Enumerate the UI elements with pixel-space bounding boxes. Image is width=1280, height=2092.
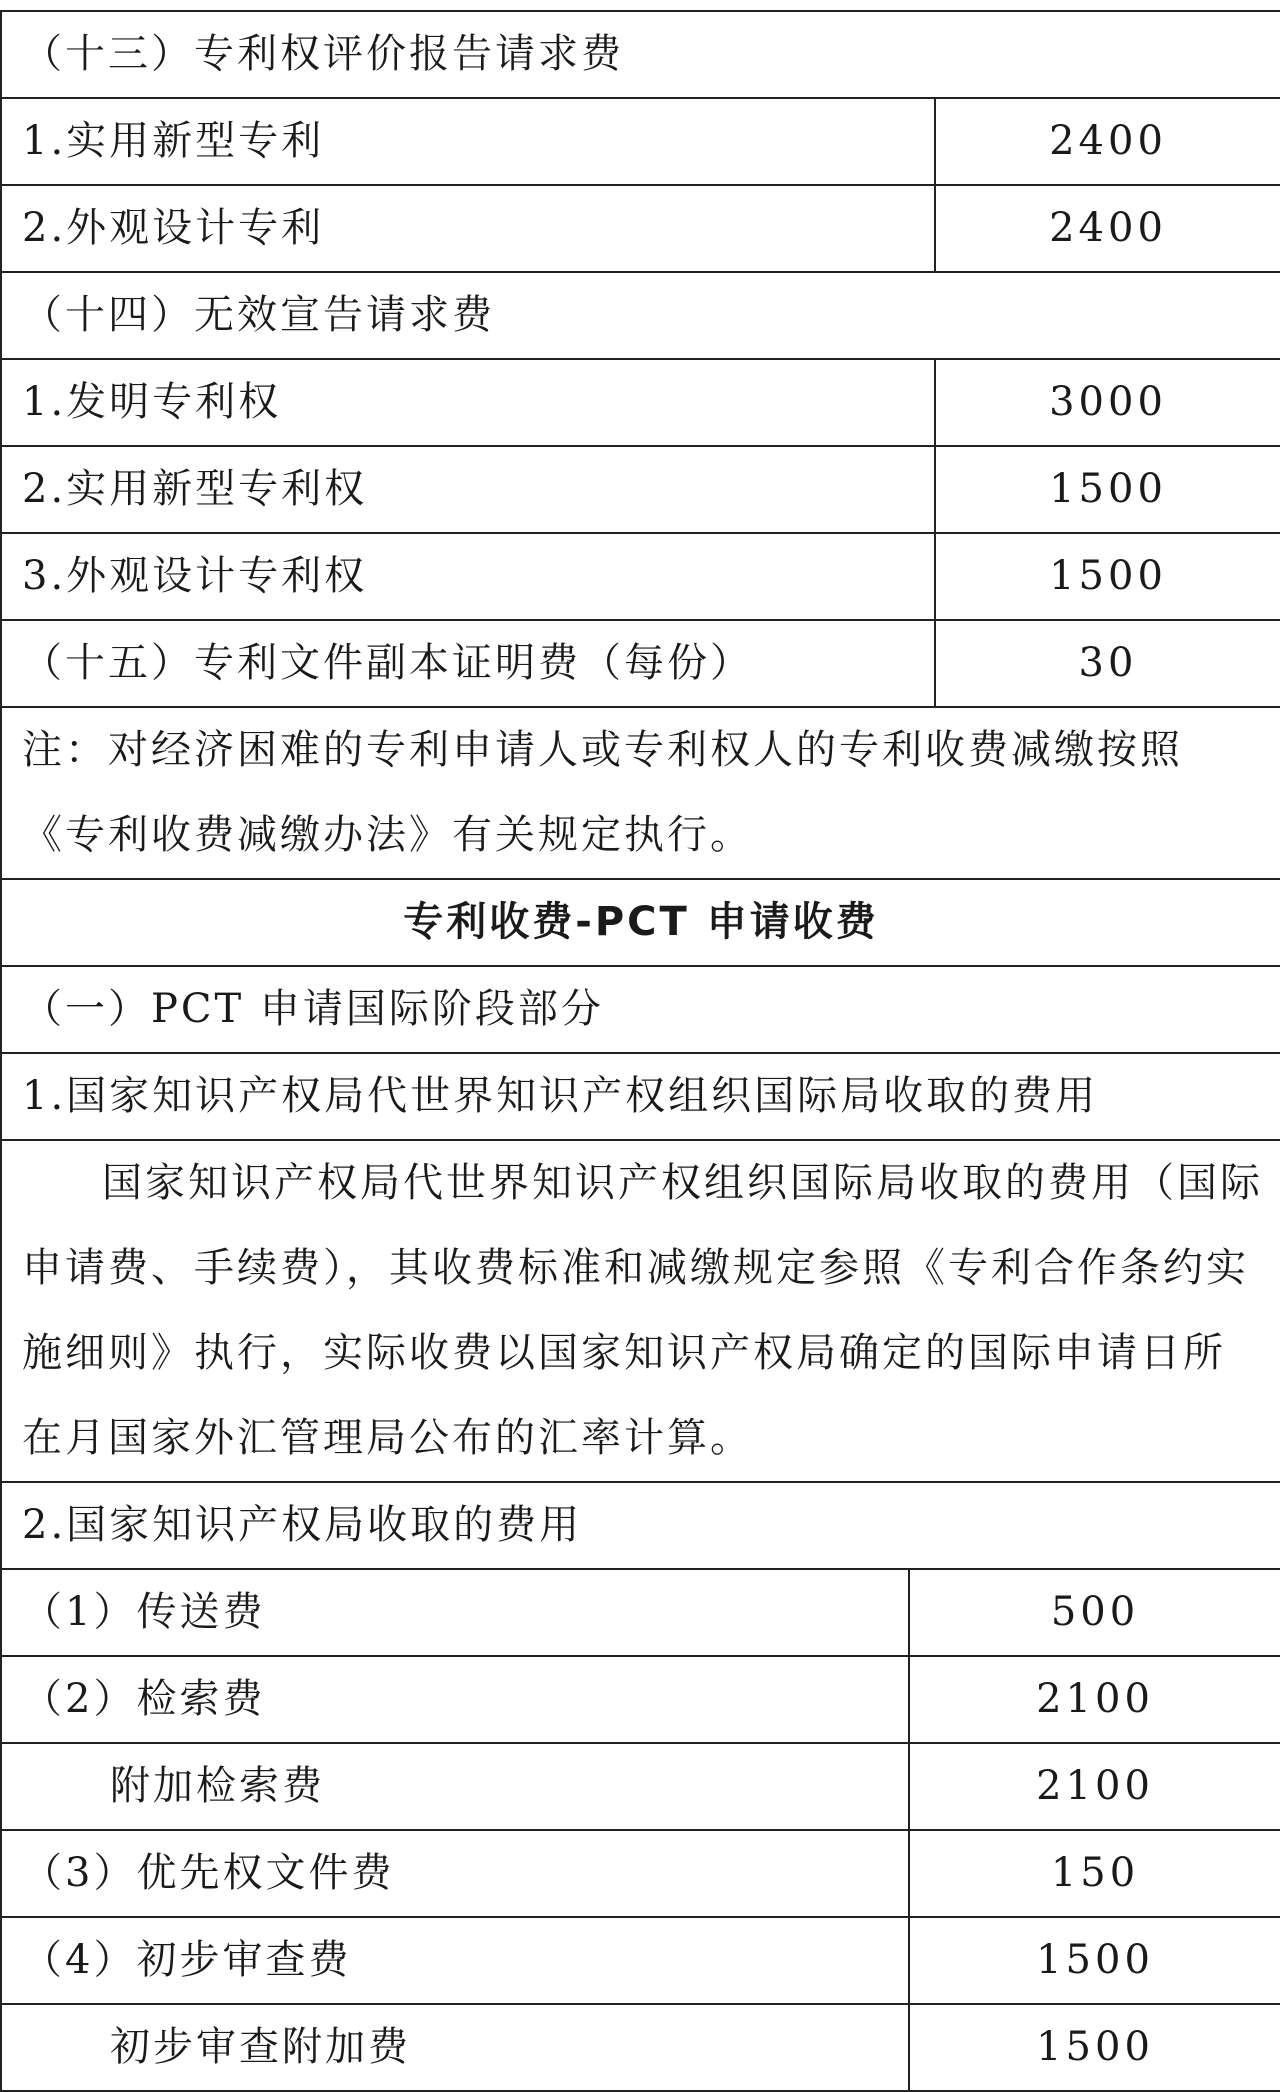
fee-label: 初步审查附加费 [1,2004,909,2091]
section14-title: （十四）无效宣告请求费 [1,272,1280,359]
pct-heading: 专利收费-PCT 申请收费 [1,879,1280,966]
fee-value: 2400 [935,185,1280,272]
note-text: 注：对经济困难的专利申请人或专利权人的专利收费减缴按照《专利收费减缴办法》有关规定执行。 [1,707,1280,879]
fee-label: 3.外观设计专利权 [1,533,935,620]
paragraph-row [1,1140,1280,1482]
table-row [1,2004,1280,2091]
section13-title: （十三）专利权评价报告请求费 [1,11,1280,98]
paragraph-text: 国家知识产权局代世界知识产权组织国际局收取的费用（国际申请费、手续费），其收费标准和减缴规定参照《专利合作条约实施细则》执行，实际收费以国家知识产权局确定的国际申请日所在月国家外汇管理局公布的汇率计算。 [22,1160,1263,1461]
fee-label: （4）初步审查费 [1,1917,909,2004]
fee-label: 2.实用新型专利权 [1,446,935,533]
section-header-row [1,11,1280,98]
pct-item2-title: 2.国家知识产权局收取的费用 [1,1482,1280,1569]
fee-label: （十五）专利文件副本证明费（每份） [1,620,935,707]
pct-item1-title: 1.国家知识产权局代世界知识产权组织国际局收取的费用 [1,1053,1280,1140]
table-row [1,359,1280,446]
fee-value: 1500 [909,2004,1280,2091]
note-row [1,707,1280,879]
fee-value: 3000 [935,359,1280,446]
fee-label: 1.实用新型专利 [1,98,935,185]
fee-value: 30 [935,620,1280,707]
table-row [1,98,1280,185]
fee-value: 2100 [909,1743,1280,1830]
fee-table [0,10,1280,2092]
fee-value: 1500 [909,1917,1280,2004]
fee-label: 1.发明专利权 [1,359,935,446]
fee-label: （1）传送费 [1,1569,909,1656]
section-header-row [1,1053,1280,1140]
fee-value: 1500 [935,533,1280,620]
table-row [1,1656,1280,1743]
fee-value: 2100 [909,1656,1280,1743]
fee-label: 附加检索费 [1,1743,909,1830]
fee-value: 150 [909,1830,1280,1917]
fee-value: 1500 [935,446,1280,533]
fee-label: （2）检索费 [1,1656,909,1743]
fee-value: 500 [909,1569,1280,1656]
table-row [1,620,1280,707]
pct-heading-row [1,879,1280,966]
section-header-row [1,1482,1280,1569]
section-header-row [1,272,1280,359]
fee-label: 2.外观设计专利 [1,185,935,272]
table-row [1,1743,1280,1830]
fee-value: 2400 [935,98,1280,185]
table-row [1,1569,1280,1656]
table-row [1,446,1280,533]
table-row [1,185,1280,272]
table-row [1,1830,1280,1917]
pct-item1-paragraph [1,1140,1280,1482]
table-row [1,533,1280,620]
table-row [1,1917,1280,2004]
pct-part1-title: （一）PCT 申请国际阶段部分 [1,966,1280,1053]
fee-label: （3）优先权文件费 [1,1830,909,1917]
section-header-row [1,966,1280,1053]
